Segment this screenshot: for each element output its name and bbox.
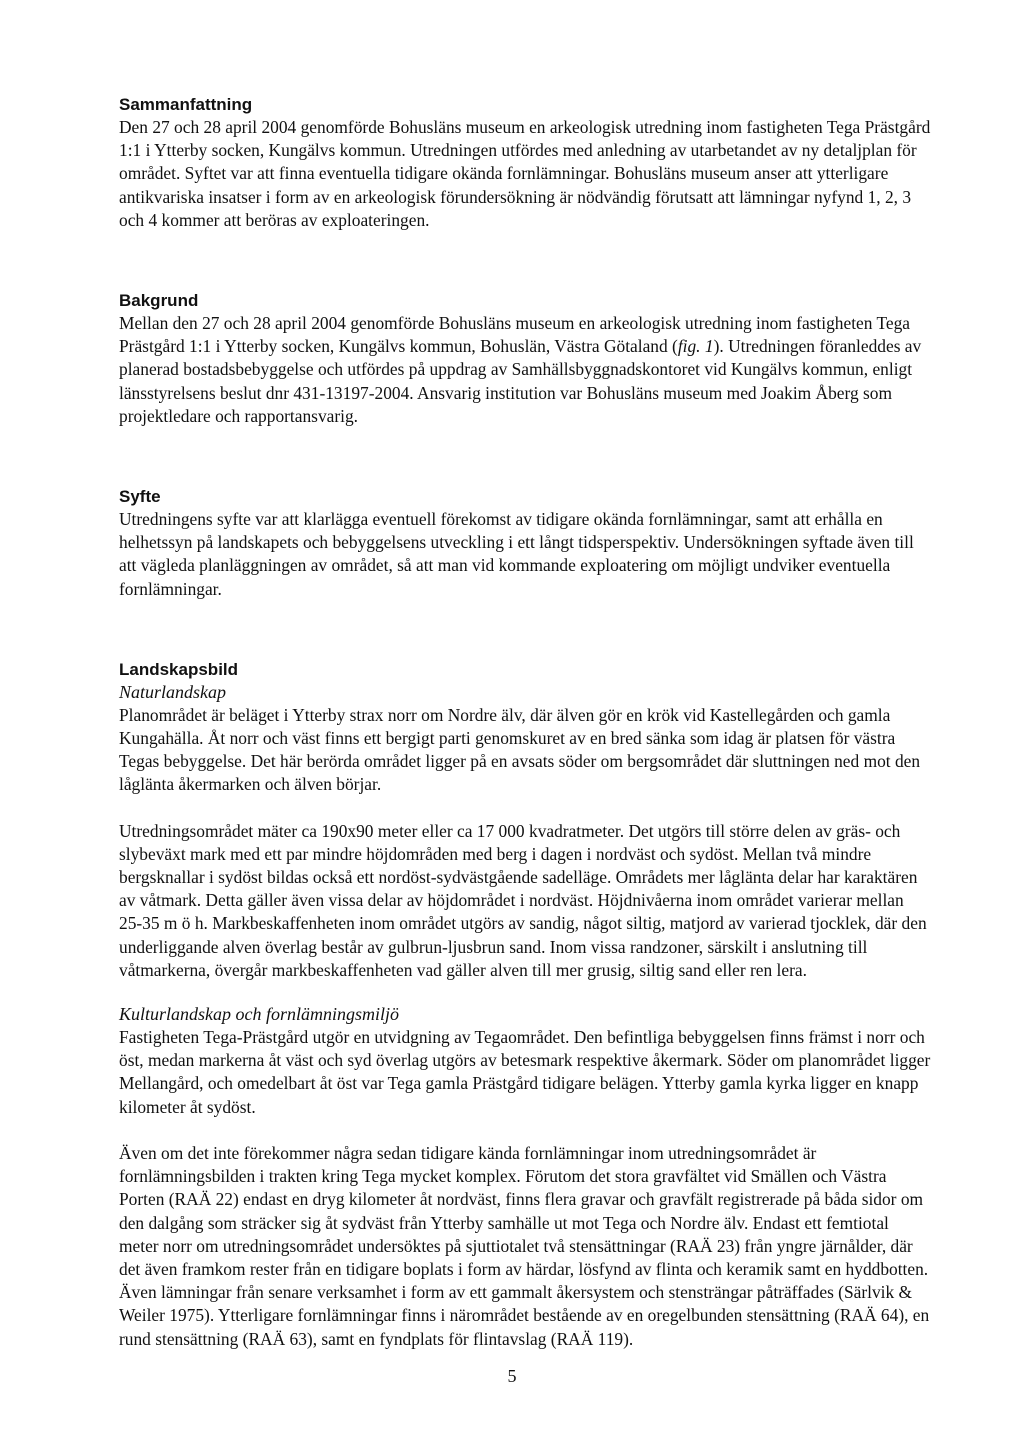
section-syfte bbox=[119, 485, 931, 601]
heading-syfte: Syfte bbox=[119, 487, 161, 507]
subheading-naturlandskap: Naturlandskap bbox=[119, 681, 227, 702]
heading-sammanfattning: Sammanfattning bbox=[119, 95, 253, 114]
paragraph-naturlandskap-1: Planområdet är beläget i Ytterby strax norr om Nordre älv, där älven gör en krök vid Kastellegården och gamla Kungahälla. Åt norr och väst finns ett bergigt parti genomskuret av en bred sänka som idag är platsen för västra Tegas bebyggelse. Det här berörda området ligger på en avsats söder om bergsområdet där sluttningen ned mot den låglänta åkermarken och älven börjar. bbox=[119, 704, 921, 795]
paragraph-kulturlandskap-1: Fastigheten Tega-Prästgård utgör en utvidgning av Tegaområdet. Den befintliga bebyggelsen finns främst i norr och öst, medan markerna åt väst och syd överlag utgörs av betesmark respektive åkermark. Söder om planområdet ligger Mellangård, och omedelbart åt öst var Tega gamla Prästgård tidigare belägen. Ytterby gamla kyrka ligger en knapp kilometer åt sydöst. bbox=[119, 1027, 931, 1117]
paragraph-sammanfattning: Den 27 och 28 april 2004 genomförde Bohusläns museum en arkeologisk utredning inom fastigheten Tega Prästgård 1:1 i Ytterby socken, Kungälvs kommun. Utredningen utfördes med anledning av utarbetandet av ny detaljplan för området. Syftet var att finna eventuella tidigare okända fornlämningar. Bohusläns museum anser att ytterligare antikvariska insatser i form av en arkeologisk förundersökning är nödvändig förutsatt att lämningar nyfynd 1, 2, 3 och 4 kommer att beröras av exploateringen. bbox=[119, 117, 931, 230]
paragraph-gap bbox=[119, 797, 931, 820]
heading-bakgrund: Bakgrund bbox=[119, 291, 199, 311]
paragraph-kulturlandskap-2: Även om det inte förekommer några sedan tidigare kända fornlämningar inom utredningsområdet är fornlämningsbilden i trakten kring Tega mycket komplex. Förutom det stora gravfältet vid Smällen och Västra Porten (RAÄ 22) endast en dryg kilometer åt nordväst, finns flera gravar och gravfält registrerade på båda sidor om den dalgång som sträcker sig åt sydväst från Ytterby samhälle ut mot Tega och Nordre älv. Endast ett femtiotal meter norr om utredningsområdet undersöktes på sjuttiotalet två stensättningar (RAÄ 23) från yngre järnålder, där det även framkom rester från en tidigare boplats i form av härdar, lösfynd av flinta och keramik samt en hyddbotten. Även lämningar från senare verksamhet i form av ett gammalt åkersystem och stensträngar påträffades (Särlvik & Weiler 1975). Ytterligare fornlämningar finns i närområdet bestående av en oregelbunden stensättning (RAÄ 64), en rund stensättning (RAÄ 63), samt en fyndplats för flintavslag (RAÄ 119). bbox=[119, 1142, 930, 1349]
paragraph-gap bbox=[119, 982, 931, 1003]
subheading-kulturlandskap: Kulturlandskap och fornlämningsmiljö bbox=[119, 1004, 400, 1025]
bakgrund-text-part2: ). Utredningen föranleddes av planerad bostadsbebyggelse och utfördes på uppdrag av Samhällsbyggnadskontoret vid Kungälvs kommun, enligt länsstyrelsens beslut dnr 431-13197-2004. Ansvarig institution var Bohusläns museum med Joakim Åberg som projektledare och rapportansvarig. bbox=[119, 336, 922, 426]
figure-reference: fig. 1 bbox=[677, 336, 714, 357]
paragraph-naturlandskap-2: Utredningsområdet mäter ca 190x90 meter eller ca 17 000 kvadratmeter. Det utgörs till större delen av gräs- och slybeväxt mark med ett par mindre höjdområden med berg i dagen i nordväst och sydöst. Mellan två mindre bergsknallar i sydöst bildas också ett nordöst-sydvästgående sadelläge. Områdets mer låglänta delar har karaktären av våtmark. Detta gäller även vissa delar av höjdområdet i nordväst. Höjdnivåerna inom området varierar mellan 25-35 m ö h. Markbeskaffenheten inom området utgörs av sandig, något siltig, matjord av varierad tjocklek, där den underliggande alven överlag består av gulbrun-ljusbrun sand. Inom vissa randzoner, särskilt i anslutning till våtmarkerna, övergår markbeskaffenheten vad gäller alven till mer grusig, siltig sand eller ren lera. bbox=[119, 820, 927, 980]
bakgrund-text-part1: Mellan den 27 och 28 april 2004 genomförde Bohusläns museum en arkeologisk utredning inom fastigheten Tega Prästgård 1:1 i Ytterby socken, Kungälvs kommun, Bohuslän, Västra Götaland ( bbox=[119, 313, 911, 357]
heading-landskapsbild: Landskapsbild bbox=[119, 659, 239, 679]
page-number: 5 bbox=[507, 1366, 517, 1386]
section-landskapsbild bbox=[119, 658, 931, 1351]
section-sammanfattning bbox=[119, 93, 931, 232]
paragraph-syfte: Utredningens syfte var att klarlägga eventuell förekomst av tidigare okända fornlämningar, samt att erhålla en helhetssyn på landskapets och bebyggelsens utveckling i ett långt tidsperspektiv. Undersökningen syftade även till att vägleda planläggningen av området, så att man vid kommande exploatering om möjligt undviker eventuella fornlämningar. bbox=[119, 509, 914, 599]
document-page bbox=[119, 93, 931, 1351]
paragraph-gap bbox=[119, 1119, 931, 1142]
paragraph-bakgrund bbox=[119, 312, 931, 428]
section-bakgrund bbox=[119, 289, 931, 428]
